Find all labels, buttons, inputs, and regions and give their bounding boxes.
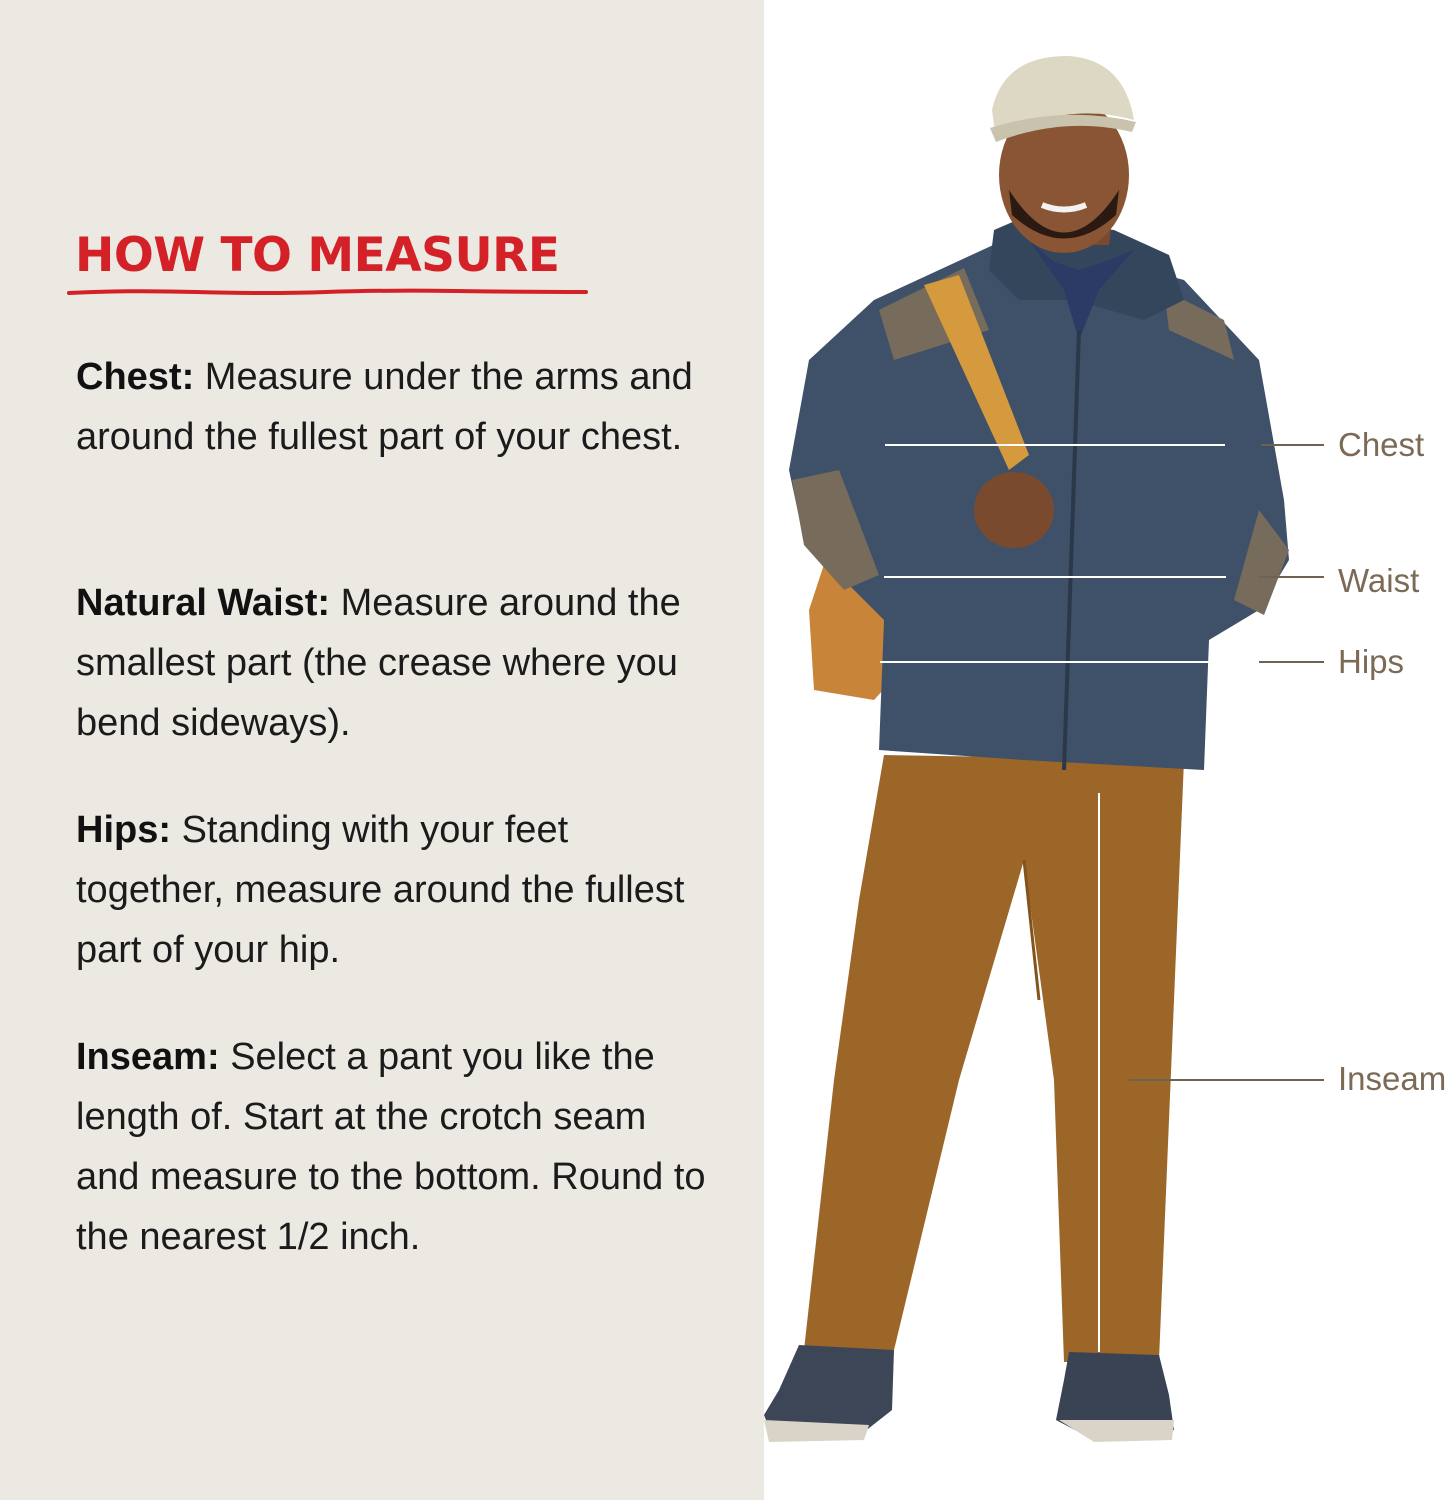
waist-text: Measure around the smallest part (the crease where you bend sideways). <box>76 582 681 744</box>
pants <box>804 755 1184 1362</box>
model-figure <box>764 0 1447 1500</box>
hips-instructions <box>76 800 716 980</box>
chest-label: Chest <box>1338 426 1425 463</box>
title-underline <box>66 286 591 298</box>
hips-label: Hips <box>1338 643 1405 680</box>
hips-text: Standing with your feet together, measure around the fullest part of your hip. <box>76 809 685 971</box>
waist-instructions <box>76 573 716 753</box>
waist-label: Waist <box>1338 562 1420 599</box>
inseam-text: Select a pant you like the length of. Start at the crotch seam and measure to the bottom. Round to the nearest 1/2 inch. <box>76 1036 706 1258</box>
hips-term: Hips: <box>76 809 171 851</box>
chest-term: Chest: <box>76 356 195 398</box>
waist-term: Natural Waist: <box>76 582 331 624</box>
chest-text: Measure under the arms and around the fullest part of your chest. <box>76 356 693 458</box>
hand <box>974 472 1054 548</box>
page-title: HOW TO MEASURE <box>75 228 560 283</box>
inseam-instructions <box>76 1027 716 1267</box>
inseam-label: Inseam <box>1338 1060 1447 1097</box>
inseam-term: Inseam: <box>76 1036 220 1078</box>
chest-instructions <box>76 347 716 467</box>
